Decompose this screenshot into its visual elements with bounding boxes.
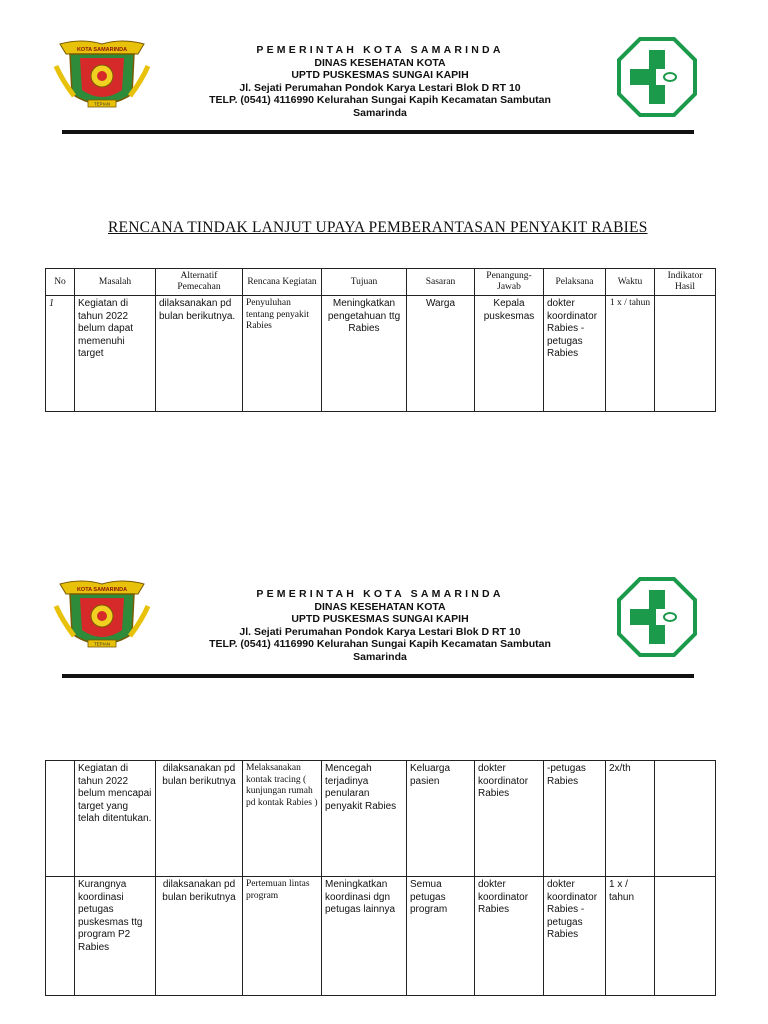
cell-pelaksana: dokter koordinator Rabies -petugas Rabies	[544, 877, 606, 996]
puskesmas-green-cross-icon	[616, 576, 698, 658]
cell-sasaran: Keluarga pasien	[407, 761, 475, 877]
cell-waktu: 1 x / tahun	[606, 296, 655, 412]
letterhead-top	[0, 0, 768, 130]
letterhead-divider	[62, 130, 694, 134]
cell-masalah: Kegiatan di tahun 2022 belum dapat memenuhi target	[75, 296, 156, 412]
cell-penanggung-jawab: Kepala puskesmas	[475, 296, 544, 412]
cell-alternatif: dilaksanakan pd bulan berikutnya	[156, 877, 243, 996]
gov-name: PEMERINTAH KOTA SAMARINDA	[256, 588, 504, 600]
cell-penanggung-jawab: dokter koordinator Rabies	[475, 761, 544, 877]
letterhead-text	[170, 44, 590, 119]
header-masalah: Masalah	[75, 269, 156, 296]
header-no: No	[46, 269, 75, 296]
header-waktu: Waktu	[606, 269, 655, 296]
header-rencana: Rencana Kegiatan	[243, 269, 322, 296]
header-indikator: Indikator Hasil	[655, 269, 716, 296]
action-plan-table-2	[45, 760, 716, 996]
unit-name: UPTD PUSKESMAS SUNGAI KAPIH	[291, 613, 469, 625]
agency-name: DINAS KESEHATAN KOTA	[314, 56, 446, 69]
letterhead-bottom	[0, 544, 768, 674]
cell-alternatif: dilaksanakan pd bulan berikutnya	[156, 761, 243, 877]
table-row	[46, 761, 716, 877]
header-alternatif: Alternatif Pemecahan	[156, 269, 243, 296]
address: Jl. Sejati Perumahan Pondok Karya Lestari Blok D RT 10	[239, 625, 521, 638]
cell-rencana: Melaksanakan kontak tracing ( kunjungan rumah pd kontak Rabies )	[243, 761, 322, 877]
document-title: RENCANA TINDAK LANJUT UPAYA PEMBERANTASAN PENYAKIT RABIES	[108, 219, 648, 236]
samarinda-city-emblem-icon	[52, 576, 152, 656]
action-plan-table-1	[45, 268, 716, 412]
cell-tujuan: Meningkatkan koordinasi dgn petugas lainnya	[322, 877, 407, 996]
cell-no	[46, 761, 75, 877]
emblem-text: KOTA SAMARINDA	[76, 587, 128, 593]
gov-name: PEMERINTAH KOTA SAMARINDA	[256, 44, 504, 56]
cell-indikator	[655, 296, 716, 412]
table-row	[46, 877, 716, 996]
cell-masalah: Kurangnya koordinasi petugas puskesmas ttg program P2 Rabies	[75, 877, 156, 996]
header-penanggung-jawab: Penangung-Jawab	[475, 269, 544, 296]
city: Samarinda	[353, 106, 407, 119]
table-row	[46, 296, 716, 412]
table-header-row	[46, 269, 716, 296]
cell-alternatif: dilaksanakan pd bulan berikutnya.	[156, 296, 243, 412]
header-tujuan: Tujuan	[322, 269, 407, 296]
cell-waktu: 2x/th	[606, 761, 655, 877]
emblem-motto: TEPIAN	[93, 101, 111, 107]
phone-address: TELP. (0541) 4116990 Kelurahan Sungai Kapih Kecamatan Sambutan	[209, 94, 551, 106]
emblem-text: KOTA SAMARINDA	[76, 47, 128, 53]
cell-rencana: Pertemuan lintas program	[243, 877, 322, 996]
cell-sasaran: Semua petugas program	[407, 877, 475, 996]
samarinda-city-emblem-icon	[52, 36, 152, 116]
cell-pelaksana: -petugas Rabies	[544, 761, 606, 877]
cell-pelaksana: dokter koordinator Rabies -petugas Rabies	[544, 296, 606, 412]
header-sasaran: Sasaran	[407, 269, 475, 296]
cell-waktu: 1 x / tahun	[606, 877, 655, 996]
phone-address: TELP. (0541) 4116990 Kelurahan Sungai Kapih Kecamatan Sambutan	[209, 638, 551, 650]
city: Samarinda	[353, 650, 407, 663]
cell-tujuan: Mencegah terjadinya penularan penyakit Rabies	[322, 761, 407, 877]
cell-no	[46, 877, 75, 996]
unit-name: UPTD PUSKESMAS SUNGAI KAPIH	[291, 69, 469, 81]
cell-masalah: Kegiatan di tahun 2022 belum mencapai target yang telah ditentukan.	[75, 761, 156, 877]
cell-indikator	[655, 761, 716, 877]
emblem-motto: TEPIAN	[93, 641, 111, 647]
puskesmas-green-cross-icon	[616, 36, 698, 118]
cell-sasaran: Warga	[407, 296, 475, 412]
address: Jl. Sejati Perumahan Pondok Karya Lestari Blok D RT 10	[239, 81, 521, 94]
cell-penanggung-jawab: dokter koordinator Rabies	[475, 877, 544, 996]
letterhead-divider	[62, 674, 694, 678]
cell-indikator	[655, 877, 716, 996]
cell-rencana: Penyuluhan tentang penyakit Rabies	[243, 296, 322, 412]
letterhead-text	[170, 588, 590, 663]
cell-tujuan: Meningkatkan pengetahuan ttg Rabies	[322, 296, 407, 412]
header-pelaksana: Pelaksana	[544, 269, 606, 296]
agency-name: DINAS KESEHATAN KOTA	[314, 600, 446, 613]
cell-no: 1	[46, 296, 75, 412]
